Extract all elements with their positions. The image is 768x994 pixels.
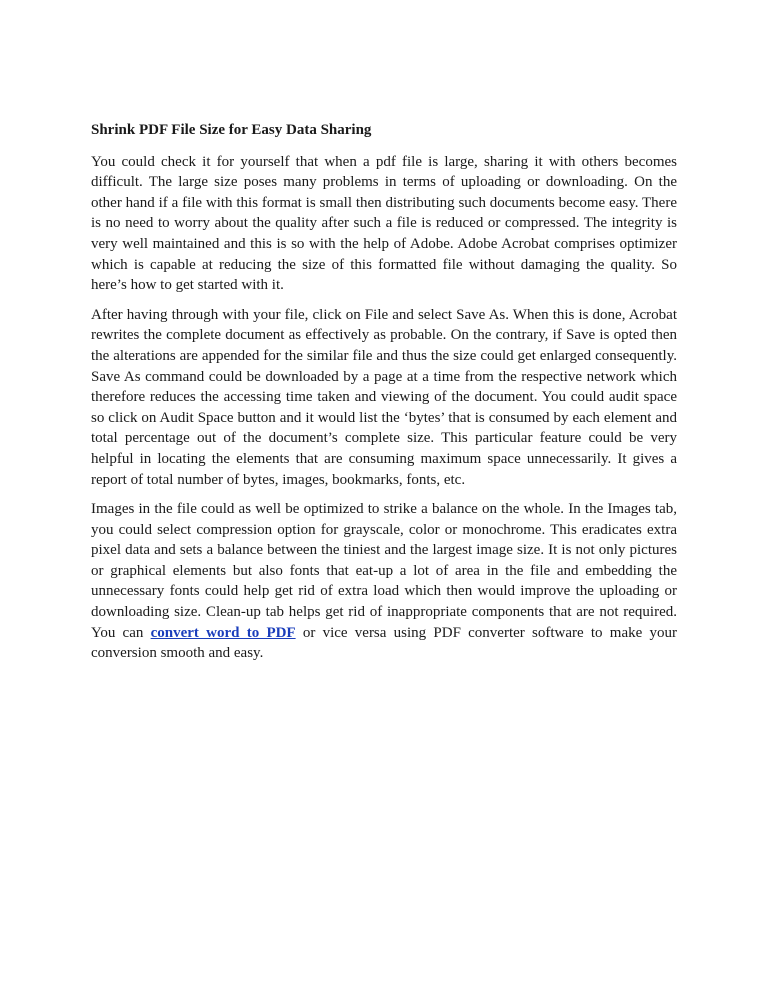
paragraph-3-text-before-link: Images in the file could as well be optimized to strike a balance on the whole. In the Images tab, you could select compression option for grayscale, color or monochrome. This eradicates extra pixel data and sets a balance between the tiniest and the largest image size. It is not only pictures or graphical elements but also fonts that eat-up a lot of area in the file and embedding the unnecessary fonts could help get rid of extra load which then would improve the uploading or downloading size. Clean-up tab helps get rid of inappropriate components that are not required. You can xyxy=(91,501,677,641)
paragraph-3-text-after-link: or vice versa using PDF converter software to make your conversion smooth and easy. xyxy=(91,624,677,662)
convert-word-to-pdf-link[interactable]: convert word to PDF xyxy=(150,624,296,641)
paragraph-1: You could check it for yourself that when a pdf file is large, sharing it with others becomes difficult. The large size poses many problems in terms of uploading or downloading. On the other hand if a file with this format is small then distributing such documents become easy. There is no need to worry about the quality after such a file is reduced or compressed. The integrity is very well maintained and this is so with the help of Adobe. Adobe Acrobat comprises optimizer which is capable at reducing the size of this formatted file without damaging the quality. So here’s how to get started with it. xyxy=(91,153,677,294)
document-content xyxy=(91,120,677,673)
document-title: Shrink PDF File Size for Easy Data Sharing xyxy=(91,122,372,138)
paragraph-2: After having through with your file, click on File and select Save As. When this is done, Acrobat rewrites the complete document as effectively as probable. On the contrary, if Save is opted then the alterations are appended for the similar file and thus the size could get enlarged consequently. Save As command could be downloaded by a page at a time from the respective network which therefore reduces the accessing time taken and viewing of the document. You could audit space so click on Audit Space button and it would list the ‘bytes’ that is consumed by each element and total percentage out of the document’s complete size. This particular feature could be very helpful in locating the elements that are consuming maximum space unnecessarily. It gives a report of total number of bytes, images, bookmarks, fonts, etc. xyxy=(91,306,677,488)
paragraph-3 xyxy=(91,499,677,664)
